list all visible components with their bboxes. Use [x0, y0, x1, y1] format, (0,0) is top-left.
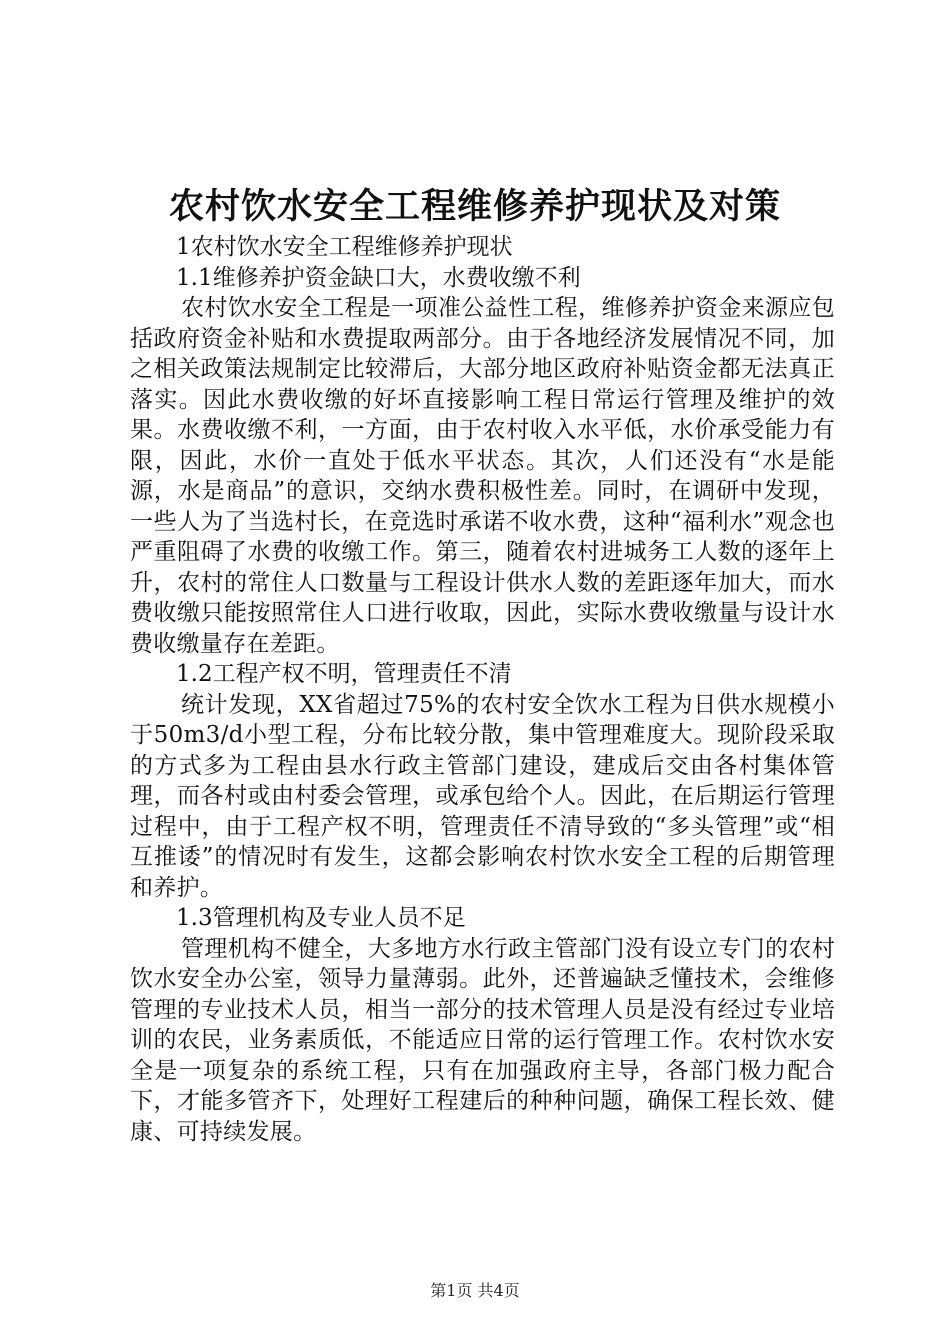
document-title: 农村饮水安全工程维修养护现状及对策	[168, 186, 781, 227]
subsection-heading-1-2: 1.2工程产权不明，管理责任不清	[176, 661, 512, 687]
subsection-heading-1-3: 1.3管理机构及专业人员不足	[176, 905, 466, 931]
document-body	[130, 232, 835, 1147]
paragraph-1-1: 农村饮水安全工程是一项准公益性工程，维修养护资金来源应包括政府资金补贴和水费提取两部分。由于各地经济发展情况不同，加之相关政策法规制定比较滞后，大部分地区政府补贴资金都无法真正落实。因此水费收缴的好坏直接影响工程日常运行管理及维护的效果。水费收缴不利，一方面，由于农村收入水平低，水价承受能力有限，因此，水价一直处于低水平状态。其次，人们还没有“水是能源，水是商品”的意识，交纳水费积极性差。同时，在调研中发现，一些人为了当选村长，在竞选时承诺不收水费，这种“福利水”观念也严重阻碍了水费的收缴工作。第三，随着农村进城务工人数的逐年上升，农村的常住人口数量与工程设计供水人数的差距逐年加大，而水费收缴只能按照常住人口进行收取，因此，实际水费收缴量与设计水费收缴量存在差距。	[130, 295, 835, 657]
paragraph-1-2: 统计发现，XX省超过75%的农村安全饮水工程为日供水规模小于50m3/d小型工程，分布比较分散，集中管理难度大。现阶段采取的方式多为工程由县水行政主管部门建设，建成后交由各村集体管理，而各村或由村委会管理，或承包给个人。因此，在后期运行管理过程中，由于工程产权不明，管理责任不清导致的“多头管理”或“相互推诿”的情况时有发生，这都会影响农村饮水安全工程的后期管理和养护。	[130, 691, 835, 901]
paragraph-1-3: 管理机构不健全，大多地方水行政主管部门没有设立专门的农村饮水安全办公室，领导力量薄弱。此外，还普遍缺乏懂技术，会维修管理的专业技术人员，相当一部分的技术管理人员是没有经过专业培训的农民，业务素质低，不能适应日常的运行管理工作。农村饮水安全是一项复杂的系统工程，只有在加强政府主导，各部门极力配合下，才能多管齐下，处理好工程建后的种种问题，确保工程长效、健康、可持续发展。	[130, 935, 835, 1145]
page-footer: 第1页 共4页	[430, 1281, 520, 1300]
section-heading-1: 1农村饮水安全工程维修养护现状	[176, 234, 513, 260]
subsection-heading-1-1: 1.1维修养护资金缺口大，水费收缴不利	[176, 264, 581, 291]
